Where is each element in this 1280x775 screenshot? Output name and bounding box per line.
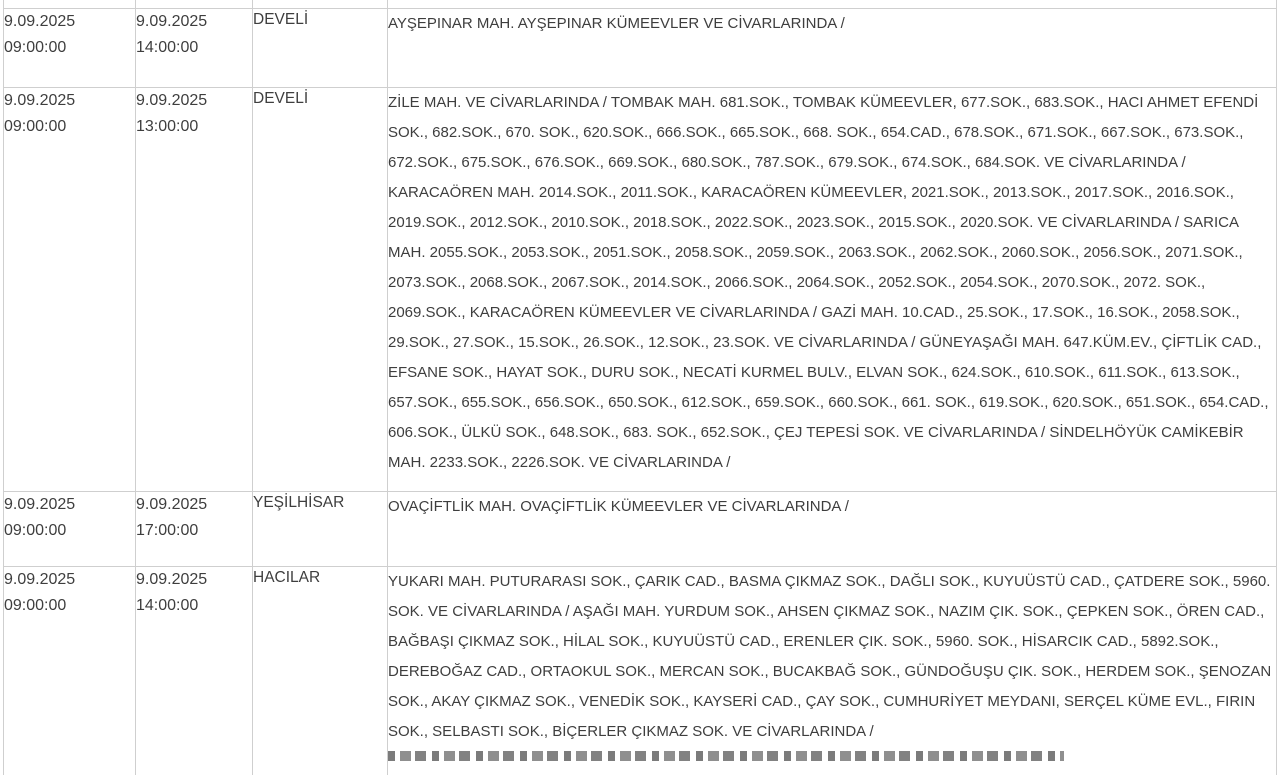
district-cell bbox=[253, 567, 388, 775]
areas-cell bbox=[388, 567, 1277, 775]
areas-text: YUKARI MAH. PUTURARASI SOK., ÇARIK CAD., BASMA ÇIKMAZ SOK., DAĞLI SOK., KUYUÜSTÜ CAD., ÇATDERE SOK., 5960. SOK. VE CİVARLARINDA / AŞAĞI MAH. YURDUM SOK., AHSEN ÇIKMAZ SOK., NAZIM ÇIK. SOK., ÇEPKEN SOK., ÖREN CAD., BAĞBAŞI ÇIKMAZ SOK., HİLAL SOK., KUYUÜSTÜ CAD., ERENLER ÇIK. SOK., 5960. SOK., HİSARCIK CAD., 5892.SOK., DEREBOĞAZ CAD., ORTAOKUL SOK., MERCAN SOK., BUCAKBAĞ SOK., GÜNDOĞUŞU ÇIK. SOK., HERDEM SOK., ŞENOZAN SOK., AKAY ÇIKMAZ SOK., VENEDİK SOK., KAYSERİ CAD., ÇAY SOK., CUMHURİYET MEYDANI, SERÇEL KÜME EVL., FIRIN SOK., SELBASTI SOK., BİÇERLER ÇIKMAZ SOK. VE CİVARLARINDA / bbox=[388, 573, 1272, 740]
district-name: DEVELİ bbox=[253, 11, 309, 28]
start-date: 9.09.2025 bbox=[4, 13, 76, 30]
table-row-clipped-top bbox=[4, 0, 1277, 9]
end-datetime-cell bbox=[136, 567, 253, 775]
start-datetime-cell bbox=[4, 88, 136, 492]
end-time: 14:00:00 bbox=[136, 39, 199, 56]
clipped-text-line bbox=[388, 751, 1064, 761]
start-time: 09:00:00 bbox=[4, 597, 67, 614]
district-name: HACILAR bbox=[253, 569, 321, 586]
end-time: 14:00:00 bbox=[136, 597, 199, 614]
outage-table bbox=[3, 0, 1277, 775]
end-time: 13:00:00 bbox=[136, 118, 199, 135]
table-row bbox=[4, 9, 1277, 88]
areas-text: AYŞEPINAR MAH. AYŞEPINAR KÜMEEVLER VE CİVARLARINDA / bbox=[388, 15, 845, 32]
start-time: 09:00:00 bbox=[4, 39, 67, 56]
district-name: DEVELİ bbox=[253, 90, 309, 107]
table-row bbox=[4, 88, 1277, 492]
start-date: 9.09.2025 bbox=[4, 571, 76, 588]
start-date: 9.09.2025 bbox=[4, 496, 76, 513]
district-cell bbox=[253, 9, 388, 88]
start-date: 9.09.2025 bbox=[4, 92, 76, 109]
end-datetime-cell bbox=[136, 9, 253, 88]
district-cell bbox=[253, 88, 388, 492]
areas-cell bbox=[388, 0, 1277, 9]
start-datetime-cell bbox=[4, 0, 136, 9]
district-cell bbox=[253, 492, 388, 567]
areas-cell bbox=[388, 88, 1277, 492]
end-date: 9.09.2025 bbox=[136, 13, 208, 30]
end-date: 9.09.2025 bbox=[136, 496, 208, 513]
areas-cell bbox=[388, 9, 1277, 88]
table-row bbox=[4, 567, 1277, 775]
district-name: YEŞİLHİSAR bbox=[253, 494, 345, 511]
end-datetime-cell bbox=[136, 492, 253, 567]
end-date: 9.09.2025 bbox=[136, 92, 208, 109]
start-datetime-cell bbox=[4, 567, 136, 775]
end-time: 17:00:00 bbox=[136, 522, 199, 539]
start-datetime-cell bbox=[4, 492, 136, 567]
areas-cell bbox=[388, 492, 1277, 567]
areas-text: OVAÇİFTLİK MAH. OVAÇİFTLİK KÜMEEVLER VE CİVARLARINDA / bbox=[388, 498, 849, 515]
end-date: 9.09.2025 bbox=[136, 571, 208, 588]
end-datetime-cell bbox=[136, 0, 253, 9]
end-datetime-cell bbox=[136, 88, 253, 492]
start-datetime-cell bbox=[4, 9, 136, 88]
table-row bbox=[4, 492, 1277, 567]
areas-text: ZİLE MAH. VE CİVARLARINDA / TOMBAK MAH. 681.SOK., TOMBAK KÜMEEVLER, 677.SOK., 683.SOK., HACI AHMET EFENDİ SOK., 682.SOK., 670. SOK., 620.SOK., 666.SOK., 665.SOK., 668. SOK., 654.CAD., 678.SOK., 671.SOK., 667.SOK., 673.SOK., 672.SOK., 675.SOK., 676.SOK., 669.SOK., 680.SOK., 787.SOK., 679.SOK., 674.SOK., 684.SOK. VE CİVARLARINDA / KARACAÖREN MAH. 2014.SOK., 2011.SOK., KARACAÖREN KÜMEEVLER, 2021.SOK., 2013.SOK., 2017.SOK., 2016.SOK., 2019.SOK., 2012.SOK., 2010.SOK., 2018.SOK., 2022.SOK., 2023.SOK., 2015.SOK., 2020.SOK. VE CİVARLARINDA / SARICA MAH. 2055.SOK., 2053.SOK., 2051.SOK., 2058.SOK., 2059.SOK., 2063.SOK., 2062.SOK., 2060.SOK., 2056.SOK., 2071.SOK., 2073.SOK., 2068.SOK., 2067.SOK., 2014.SOK., 2066.SOK., 2064.SOK., 2052.SOK., 2054.SOK., 2070.SOK., 2072. SOK., 2069.SOK., KARACAÖREN KÜMEEVLER VE CİVARLARINDA / GAZİ MAH. 10.CAD., 25.SOK., 17.SOK., 16.SOK., 2058.SOK., 29.SOK., 27.SOK., 15.SOK., 26.SOK., 12.SOK., 23.SOK. VE CİVARLARINDA / GÜNEYAŞAĞI MAH. 647.KÜM.EV., ÇİFTLİK CAD., EFSANE SOK., HAYAT SOK., DURU SOK., NECATİ KURMEL BULV., ELVAN SOK., 624.SOK., 610.SOK., 611.SOK., 613.SOK., 657.SOK., 655.SOK., 656.SOK., 650.SOK., 612.SOK., 659.SOK., 660.SOK., 661. SOK., 619.SOK., 620.SOK., 651.SOK., 654.CAD., 606.SOK., ÜLKÜ SOK., 648.SOK., 683. SOK., 652.SOK., ÇEJ TEPESİ SOK. VE CİVARLARINDA / SİNDELHÖYÜK CAMİKEBİR MAH. 2233.SOK., 2226.SOK. VE CİVARLARINDA / bbox=[388, 94, 1269, 471]
start-time: 09:00:00 bbox=[4, 522, 67, 539]
district-cell bbox=[253, 0, 388, 9]
start-time: 09:00:00 bbox=[4, 118, 67, 135]
